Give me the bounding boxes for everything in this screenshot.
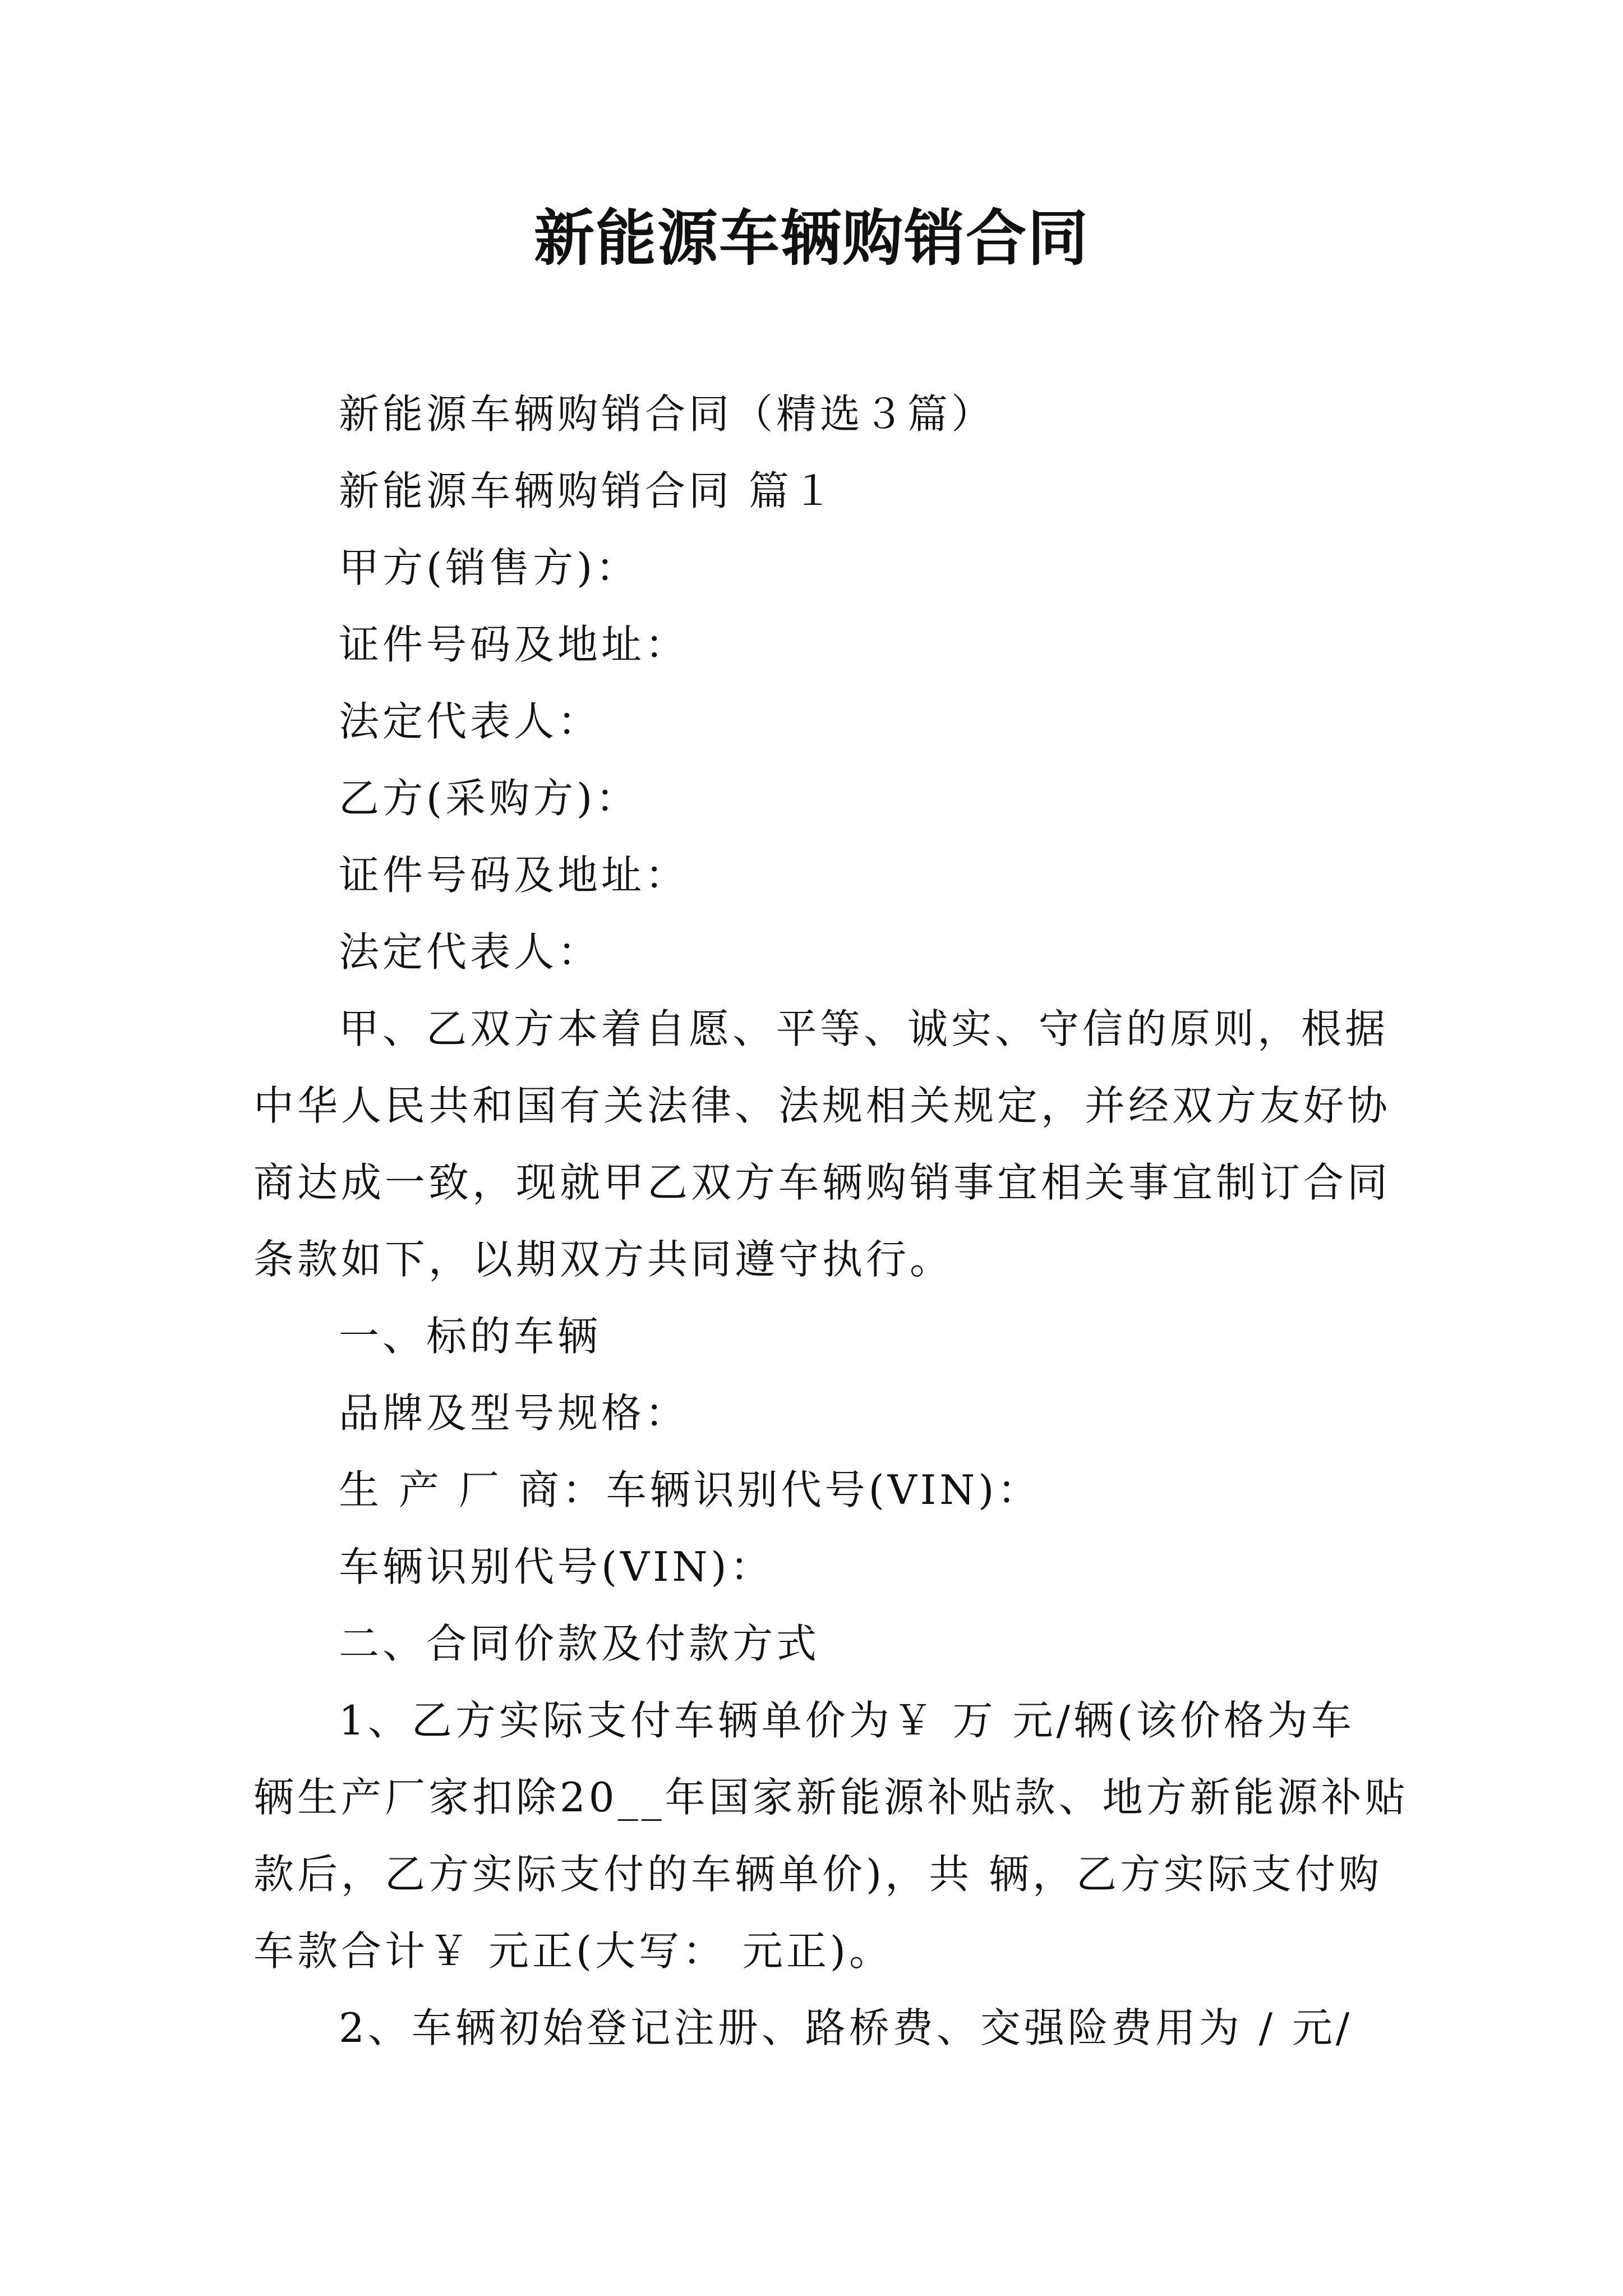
brand-model-line: 品牌及型号规格： (339, 1389, 689, 1437)
section-2-heading: 二、合同价款及付款方式 (339, 1620, 820, 1667)
clause-2-line: 2、车辆初始登记注册、路桥费、交强险费用为 / 元/ (339, 2004, 1353, 2051)
section-1-heading: 一、标的车辆 (339, 1313, 602, 1360)
clause-line: 辆生产厂家扣除20__年国家新能源补贴款、地方新能源补贴 (253, 1774, 1409, 1821)
party-b-id-address: 证件号码及地址： (339, 852, 689, 899)
party-b-legal-rep: 法定代表人： (339, 928, 602, 976)
manufacturer-line: 生 产 厂 商：车辆识别代号(VIN)： (339, 1466, 1041, 1513)
party-b-label: 乙方(采购方)： (339, 775, 640, 822)
party-a-label: 甲方(销售方)： (339, 544, 640, 591)
intro-line: 条款如下，以期双方共同遵守执行。 (253, 1236, 954, 1283)
intro-line: 商达成一致，现就甲乙双方车辆购销事宜相关事宜制订合同 (253, 1159, 1391, 1206)
party-a-legal-rep: 法定代表人： (339, 698, 602, 745)
intro-line: 甲、乙双方本着自愿、平等、诚实、守信的原则，根据 (339, 1005, 1389, 1052)
chapter-heading: 新能源车辆购销合同 篇１ (339, 467, 836, 514)
clause-line: 款后，乙方实际支付的车辆单价)，共 辆，乙方实际支付购 (253, 1851, 1382, 1898)
intro-paragraph (253, 991, 1391, 1298)
clause-line: 1、乙方实际支付车辆单价为￥ 万 元/辆(该价格为车 (339, 1697, 1355, 1744)
clause-line: 车款合计￥ 元正(大写： 元正)。 (253, 1927, 893, 1975)
vin-line: 车辆识别代号(VIN)： (339, 1543, 774, 1590)
clause-1-paragraph (253, 1682, 1409, 1990)
party-a-id-address: 证件号码及地址： (339, 621, 689, 668)
subtitle-line: 新能源车辆购销合同（精选３篇） (339, 390, 995, 438)
document-body (253, 376, 1409, 2067)
intro-line: 中华人民共和国有关法律、法规相关规定，并经双方友好协 (253, 1082, 1391, 1129)
document-title: 新能源车辆购销合同 (533, 203, 1089, 274)
